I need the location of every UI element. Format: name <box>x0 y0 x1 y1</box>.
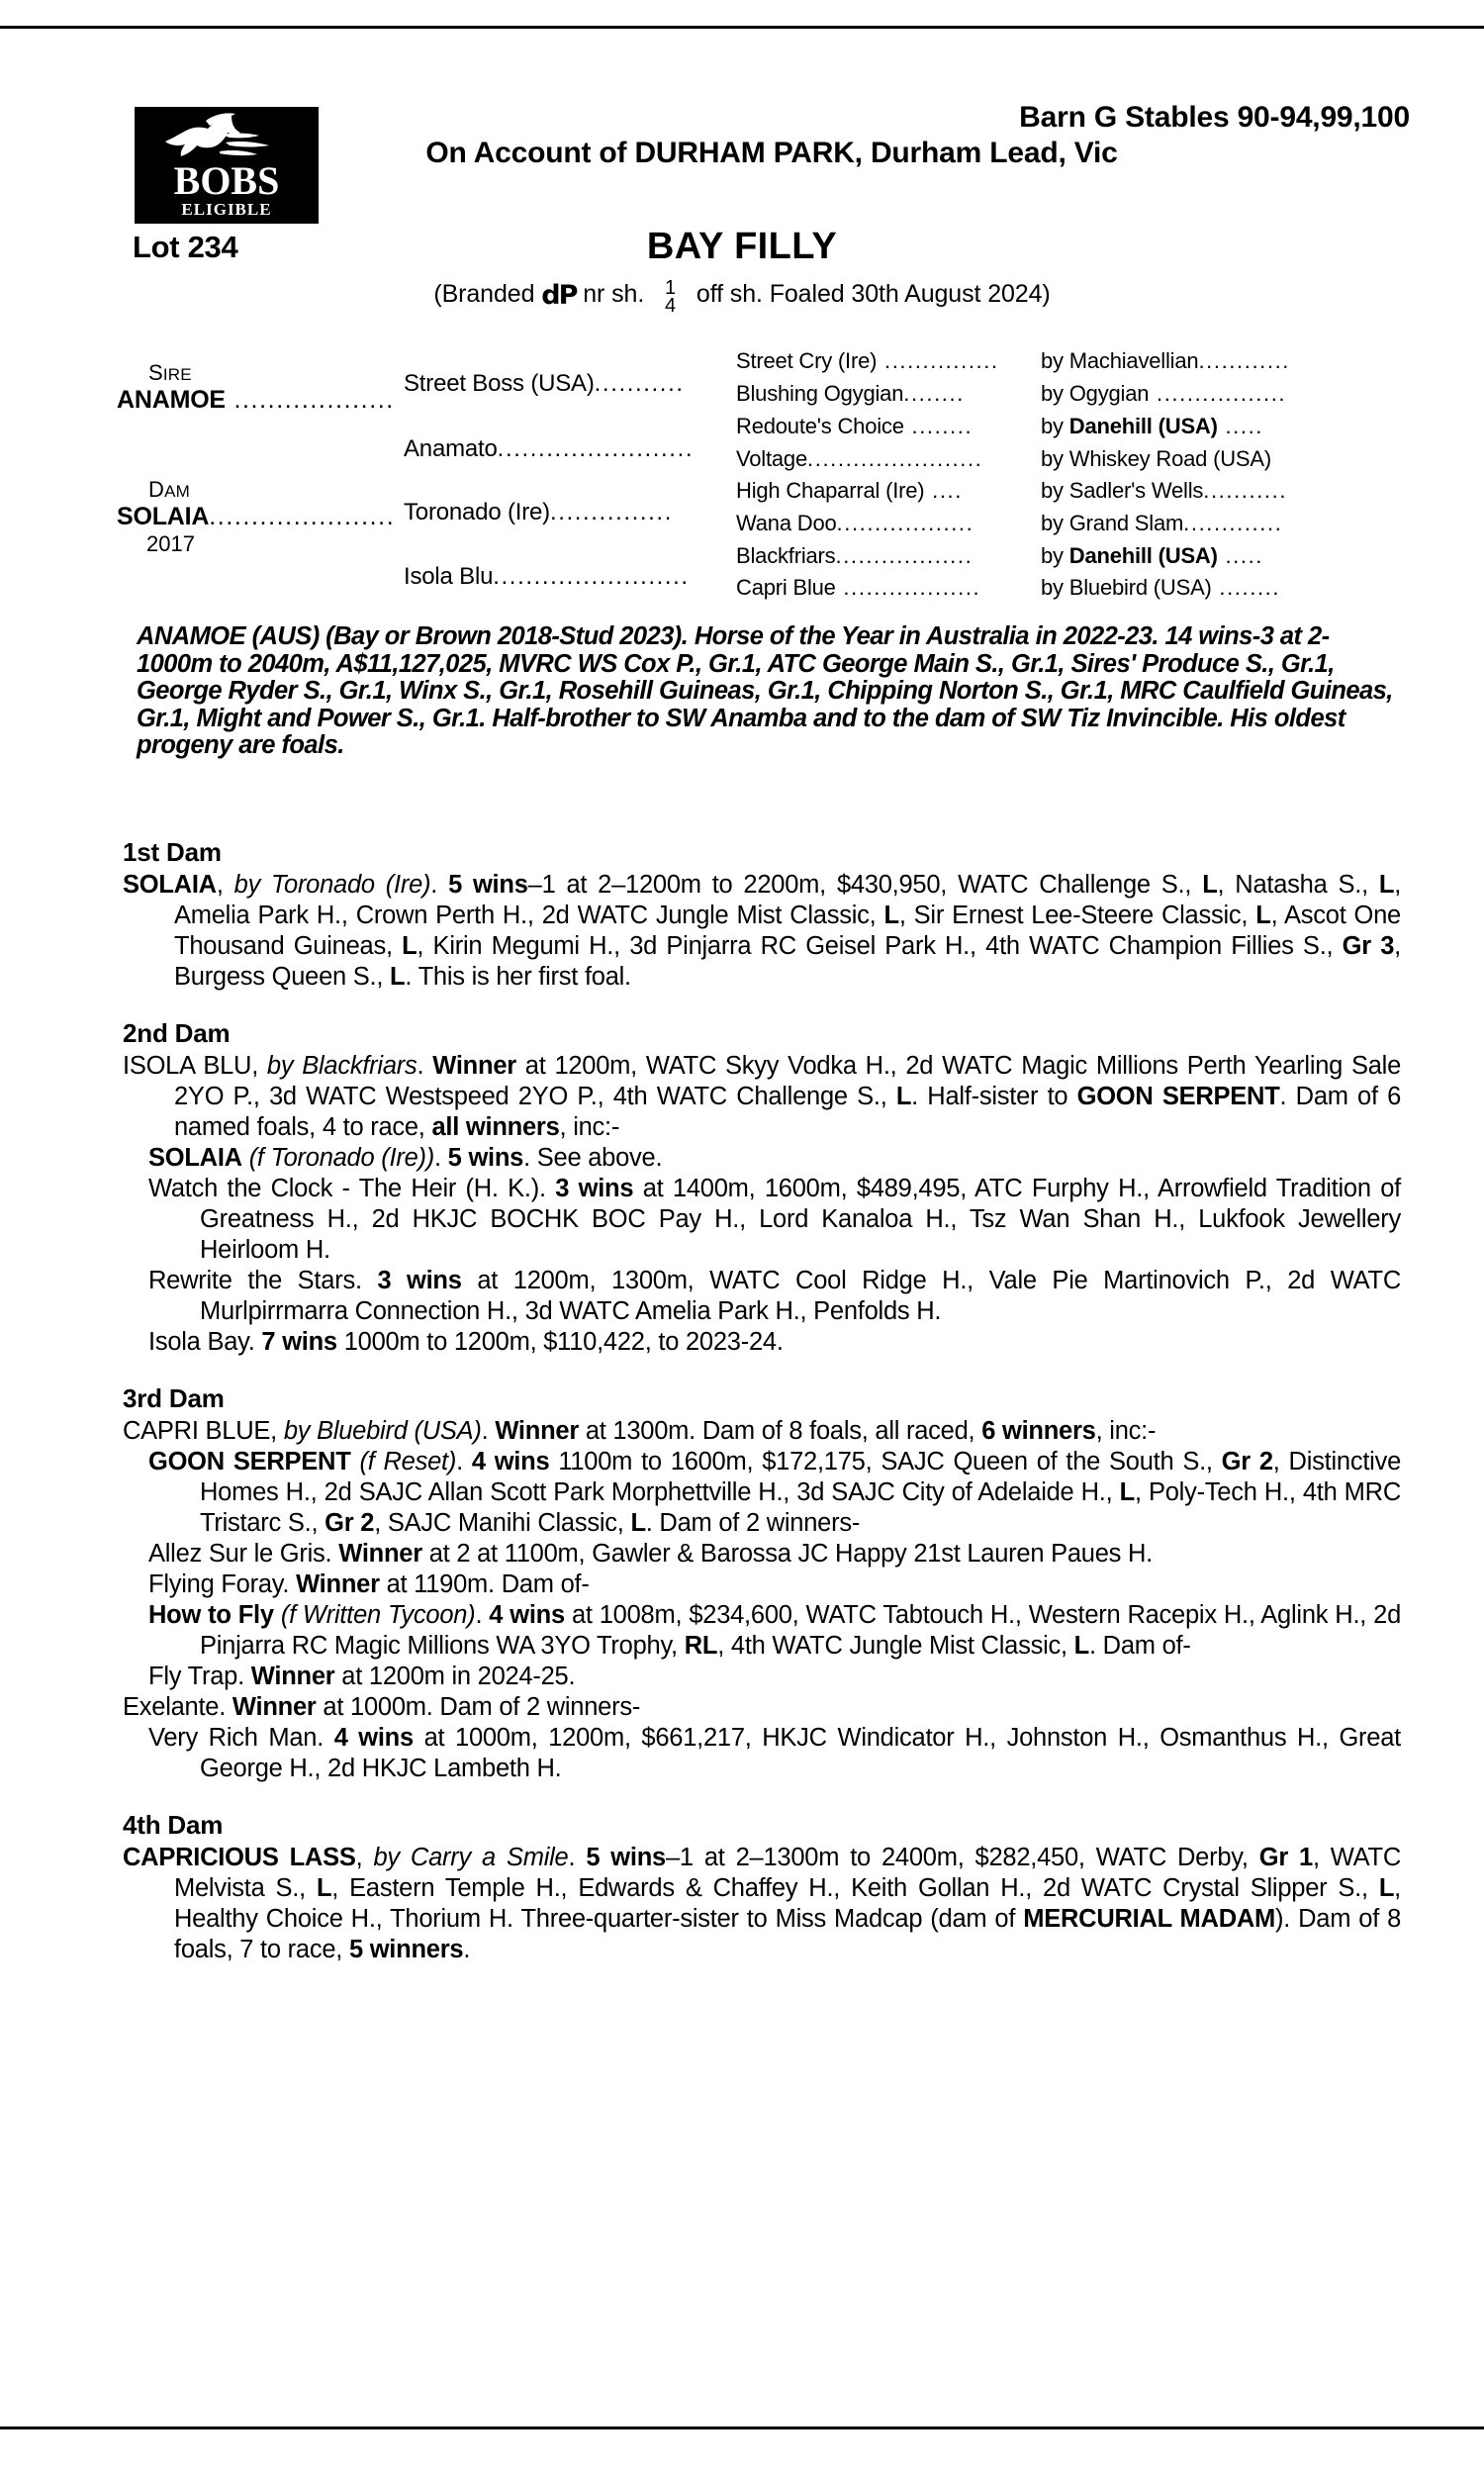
entry-run: MERCURIAL MADAM <box>1023 1905 1276 1933</box>
pedigree-entry <box>123 1174 1401 1266</box>
pedigree-g4-item <box>1041 348 1290 374</box>
entry-run: –1 at 2–1200m to 2200m, $430,950, WATC Challenge S., <box>527 871 1203 899</box>
pedigree-g4-item <box>1041 511 1282 536</box>
entry-run: 3 wins <box>377 1267 462 1294</box>
pedigree-entry <box>123 1051 1401 1143</box>
entry-run: (f Reset) <box>359 1448 457 1475</box>
pedigree-g2-name: Isola Blu <box>404 563 494 590</box>
pedigree-g4-dots: ..... <box>1217 543 1264 568</box>
pedigree-entry <box>123 1570 1401 1600</box>
entry-run: , Poly-Tech H., 4th MRC Tristarc S., <box>200 1478 1401 1537</box>
entry-run: L <box>895 1083 912 1110</box>
pedigree-generation-2 <box>404 348 720 604</box>
entry-run: . Dam of- <box>1088 1632 1191 1660</box>
pedigree-g3-dots: ....................... <box>807 446 983 471</box>
brand-fraction-denominator: 4 <box>665 295 677 317</box>
pedigree-g3-item <box>736 575 980 601</box>
entry-run: Isola Bay. <box>148 1328 262 1356</box>
pedigree-generation-3 <box>736 348 1033 604</box>
page-header <box>0 79 1484 317</box>
entry-run: SOLAIA <box>123 871 217 899</box>
pedigree-g3-item <box>736 446 982 472</box>
brand-symbol-glyph: dP <box>541 280 577 311</box>
pedigree-g3-name: Wana Doo <box>736 511 837 535</box>
pedigree-entry <box>123 1143 1401 1174</box>
sire-name <box>117 386 404 415</box>
entry-run: L <box>1378 871 1395 899</box>
entry-run: . <box>463 1936 471 1963</box>
entry-run: 1100m to 1600m, $172,175, SAJC Queen of the South S., <box>549 1448 1222 1475</box>
entry-run: Rewrite the Stars. <box>148 1267 378 1294</box>
dam-role-label: DAM <box>148 477 190 502</box>
pedigree-entry <box>123 1723 1401 1784</box>
entry-run: RL <box>684 1632 718 1660</box>
sire-role-smallcaps: IRE <box>162 365 192 384</box>
entry-run: by Carry a Smile <box>373 1844 569 1871</box>
dam-section-heading: 3rd Dam <box>123 1383 225 1413</box>
pedigree-entry <box>123 1266 1401 1327</box>
entry-run: L <box>1202 871 1218 899</box>
pedigree-g3-name: Blackfriars <box>736 543 836 568</box>
entry-run: Gr 2 <box>1221 1448 1273 1475</box>
pedigree-g2-item <box>404 499 673 526</box>
pedigree-g3-item <box>736 348 999 374</box>
entry-run: Winner <box>432 1052 516 1080</box>
dam-year: 2017 <box>146 531 195 556</box>
entry-run: Fly Trap. <box>148 1663 251 1690</box>
entry-run: Gr 1 <box>1258 1844 1313 1871</box>
page-title: BAY FILLY <box>646 226 838 267</box>
entry-run: 3 wins <box>555 1175 634 1202</box>
entry-run: L <box>390 963 406 991</box>
entry-run: How to Fly <box>148 1601 274 1629</box>
pedigree-g2-item <box>404 435 694 463</box>
entry-run: . <box>568 1844 587 1871</box>
dam-name-leader-dots: ...................... <box>209 503 396 530</box>
bobs-logo-subtitle: ELIGIBLE <box>181 200 272 219</box>
pedigree-dam-block <box>117 477 404 557</box>
entry-run: L <box>402 932 417 960</box>
pedigree-g4-dots: ..... <box>1217 414 1264 438</box>
entry-run: Gr 3 <box>1342 932 1395 960</box>
entry-run: by Blackfriars <box>266 1052 417 1080</box>
pedigree-generation-1 <box>117 348 404 604</box>
entry-run: , Natasha S., <box>1217 871 1379 899</box>
pedigree-g4-name: Danehill (USA) <box>1068 543 1218 568</box>
entry-run: . <box>456 1448 472 1475</box>
pedigree-g4-dots: ............. <box>1183 511 1283 535</box>
pedigree-g4-item <box>1041 414 1263 439</box>
pedigree-g4-item <box>1041 381 1286 407</box>
entry-run: 7 wins <box>261 1328 337 1356</box>
entry-run: 4 wins <box>333 1724 414 1752</box>
entry-run: . Half-sister to <box>911 1083 1077 1110</box>
dam-role-smallcaps: AM <box>164 482 190 501</box>
entry-run: , Kirin Megumi H., 3d Pinjarra RC Geisel Park H., 4th WATC Champion Fillies S., <box>417 932 1343 960</box>
entry-run: Allez Sur le Gris. <box>148 1540 339 1568</box>
entry-run: at 2 at 1100m, Gawler & Barossa JC Happy 21st Lauren Paues H. <box>421 1540 1153 1568</box>
brand-prefix: (Branded <box>433 280 535 308</box>
entry-run: , Ascot One Thousand Guineas, <box>174 902 1401 960</box>
entry-run: , Eastern Temple H., Edwards & Chaffey H., Keith Gollan H., 2d WATC Crystal Slipper S., <box>331 1874 1379 1902</box>
entry-run: . <box>481 1417 496 1445</box>
entry-run: L <box>883 902 899 929</box>
brand-fraction <box>665 279 676 315</box>
entry-run: . <box>417 1052 433 1080</box>
pedigree-g4-prefix: by <box>1041 446 1069 471</box>
pedigree-g4-name: Bluebird (USA) <box>1068 575 1212 600</box>
dam-section-heading: 1st Dam <box>123 837 222 867</box>
entry-run: Winner <box>250 1663 335 1690</box>
entry-run: , <box>355 1844 374 1871</box>
entry-run: 5 winners <box>348 1936 464 1963</box>
entry-run: at 1190m. Dam of- <box>379 1570 590 1598</box>
pedigree-g3-name: Capri Blue <box>736 575 836 600</box>
bobs-logo-word: BOBS <box>173 158 280 203</box>
entry-run: L <box>1378 1874 1395 1902</box>
pedigree-entry <box>123 1327 1401 1358</box>
entry-run: . See above. <box>523 1144 663 1172</box>
pedigree-entry <box>123 1662 1401 1692</box>
entry-run: L <box>316 1874 332 1902</box>
pedigree-g3-dots: ........ <box>903 381 965 406</box>
brand-near-shoulder: nr sh. <box>583 280 645 308</box>
sire-name-leader-dots: ................... <box>225 386 395 414</box>
brand-fraction-numerator: 1 <box>665 277 677 299</box>
pedigree-g2-dots: ........... <box>594 370 685 397</box>
pedigree-g3-name: Voltage <box>736 446 808 471</box>
pedigree-g3-name: Street Cry (Ire) <box>736 348 878 373</box>
pedigree-g3-name: Redoute's Choice <box>736 414 904 438</box>
entry-run: Winner <box>338 1540 422 1568</box>
pedigree-g4-name: Grand Slam <box>1068 511 1184 535</box>
entry-run: at 1200m, 1300m, WATC Cool Ridge H., Vale Pie Martinovich P., 2d WATC Murlpirrmarra Connection H., 3d WATC Amelia Park H., Penfolds H. <box>200 1267 1401 1325</box>
entry-run: L <box>1073 1632 1089 1660</box>
page-bottom-rule <box>0 2426 1484 2429</box>
entry-run: CAPRICIOUS LASS <box>123 1844 356 1871</box>
entry-run: at 1008m, $234,600, WATC Tabtouch H., Western Racepix H., Aglink H., 2d Pinjarra RC Magic Millions WA 3YO Trophy, <box>200 1601 1401 1660</box>
entry-run: , WATC Melvista S., <box>174 1844 1402 1902</box>
pedigree-g3-item <box>736 478 963 504</box>
entry-run: at 1000m, 1200m, $661,217, HKJC Windicator H., Johnston H., Osmanthus H., Great George H., 2d HKJC Lambeth H. <box>200 1724 1402 1782</box>
entry-run <box>274 1601 281 1629</box>
pedigree-table <box>0 348 1484 604</box>
pedigree-g3-dots: .... <box>924 478 963 503</box>
entry-run: Flying Foray. <box>148 1570 297 1598</box>
pedigree-g4-item <box>1041 478 1287 504</box>
entry-run: all winners <box>431 1113 560 1141</box>
entry-run: L <box>1119 1478 1135 1506</box>
entry-run: GOON SERPENT <box>1076 1083 1280 1110</box>
entry-run: 6 winners <box>981 1417 1096 1445</box>
entry-run: ). Dam of 8 foals, 7 to race, <box>174 1905 1401 1963</box>
pedigree-g4-name: Ogygian <box>1068 381 1150 406</box>
pedigree-entry <box>123 1447 1401 1539</box>
entry-run: at 1200m, WATC Skyy Vodka H., 2d WATC Magic Millions Perth Yearling Sale 2YO P., 3d WATC Westspeed 2YO P., 4th WATC Challenge S., <box>174 1052 1402 1110</box>
entry-run: , Healthy Choice H., Thorium H. Three-quarter-sister to Miss Madcap (dam of <box>174 1874 1401 1933</box>
pedigree-g3-item <box>736 543 973 569</box>
pedigree-g2-dots: ........................ <box>497 435 695 462</box>
entry-run: Very Rich Man. <box>148 1724 334 1752</box>
dam-section-heading: 4th Dam <box>123 1810 224 1840</box>
entry-run: . <box>475 1601 490 1629</box>
entry-run: 4 wins <box>471 1448 550 1475</box>
pedigree-g4-name: Sadler's Wells <box>1068 478 1204 503</box>
entry-run: (f Written Tycoon) <box>280 1601 476 1629</box>
page-top-rule <box>0 26 1484 29</box>
pedigree-g4-dots: ................. <box>1149 381 1287 406</box>
pedigree-g4-prefix: by <box>1041 478 1069 503</box>
pedigree-g4-item <box>1041 575 1280 601</box>
pedigree-g2-dots: ............... <box>549 499 673 525</box>
pedigree-g3-dots: .................. <box>835 543 974 568</box>
pedigree-g2-dots: ........................ <box>493 563 690 590</box>
pedigree-entry <box>123 1600 1401 1662</box>
entry-run: 5 wins <box>447 1144 524 1172</box>
entry-run: . This is her first foal. <box>405 963 631 991</box>
pedigree-g4-name: Whiskey Road (USA) <box>1068 446 1271 471</box>
pedigree-g4-prefix: by <box>1041 511 1069 535</box>
entry-run: , <box>216 871 234 899</box>
entry-run: , inc:- <box>1095 1417 1157 1445</box>
pedigree-g2-name: Toronado (Ire) <box>404 499 550 525</box>
entry-run: at 1000m. Dam of 2 winners- <box>316 1693 641 1721</box>
pedigree-g4-prefix: by <box>1041 348 1069 373</box>
entry-run: , Burgess Queen S., <box>174 932 1402 991</box>
pedigree-entry <box>123 1843 1401 1965</box>
sire-role-label: SIRE <box>148 360 192 385</box>
pedigree-g2-item <box>404 563 690 591</box>
pedigree-g4-prefix: by <box>1041 414 1069 438</box>
entry-run: Watch the Clock - The Heir (H. K.). <box>148 1175 556 1202</box>
pedigree-g4-dots: ........... <box>1203 478 1288 503</box>
pedigree-g4-name: Machiavellian <box>1068 348 1199 373</box>
pedigree-g4-dots: ........ <box>1211 575 1281 600</box>
pedigree-g3-name: Blushing Ogygian <box>736 381 904 406</box>
pedigree-g4-prefix: by <box>1041 381 1069 406</box>
entry-run: Winner <box>495 1417 579 1445</box>
entry-run: GOON SERPENT <box>148 1448 351 1475</box>
pedigree-entry <box>123 1692 1401 1723</box>
pedigree-g2-name: Street Boss (USA) <box>404 370 595 397</box>
entry-run: at 1200m in 2024-25. <box>334 1663 576 1690</box>
entry-run: 1000m to 1200m, $110,422, to 2023-24. <box>336 1328 784 1356</box>
entry-run: , Amelia Park H., Crown Perth H., 2d WATC Jungle Mist Classic, <box>174 871 1402 929</box>
pedigree-g3-dots: .................. <box>835 575 981 600</box>
entry-run: (f Toronado (Ire)) <box>248 1144 434 1172</box>
entry-run: Exelante. <box>123 1693 232 1721</box>
entry-run: Winner <box>296 1570 380 1598</box>
barn-stables-line: Barn G Stables 90-94,99,100 <box>1019 101 1410 134</box>
pedigree-g3-name: High Chaparral (Ire) <box>736 478 925 503</box>
entry-run: , 4th WATC Jungle Mist Classic, <box>717 1632 1074 1660</box>
pedigree-g3-dots: ............... <box>877 348 999 373</box>
entry-run: . <box>430 871 449 899</box>
pedigree-sire-block <box>117 360 404 415</box>
entry-run: –1 at 2–1300m to 2400m, $282,450, WATC Derby, <box>665 1844 1259 1871</box>
pedigree-narrative <box>123 837 1401 1965</box>
entry-run: L <box>630 1509 646 1537</box>
sire-name-text: ANAMOE <box>117 386 226 414</box>
entry-run: CAPRI BLUE, <box>123 1417 284 1445</box>
entry-run: 5 wins <box>586 1844 666 1871</box>
entry-run: SOLAIA <box>148 1144 242 1172</box>
entry-run: L <box>1255 902 1271 929</box>
sire-summary-note: ANAMOE (AUS) (Bay or Brown 2018-Stud 2023). Horse of the Year in Australia in 2022-23. 14 wins-3 at 2-1000m to 2040m, A$11,127,025, MVRC WS Cox P., Gr.1, ATC George Main S., Gr.1, Sires' Produce S., Gr.1, George Ryder S., Gr.1, Winx S., Gr.1, Rosehill Guineas, Gr.1, Chipping Norton S., Gr.1, MRC Caulfield Guineas, Gr.1, Might and Power S., Gr.1. Half-brother to SW Anamba and to the dam of SW Tiz Invincible. His oldest progeny are foals. <box>137 622 1393 759</box>
dam-name <box>117 503 404 531</box>
pedigree-entry <box>123 870 1401 993</box>
entry-run: . Dam of 2 winners- <box>645 1509 861 1537</box>
brand-suffix: off sh. Foaled 30th August 2024) <box>696 280 1051 308</box>
entry-run: , Sir Ernest Lee-Steere Classic, <box>898 902 1256 929</box>
pedigree-g4-dots: ............ <box>1198 348 1291 373</box>
dam-name-text: SOLAIA <box>117 503 210 530</box>
entry-run: Gr 2 <box>325 1509 375 1537</box>
entry-run: , SAJC Manihi Classic, <box>374 1509 631 1537</box>
entry-run: , inc:- <box>559 1113 620 1141</box>
lot-number: Lot 234 <box>133 230 238 264</box>
brand-foaling-line <box>0 279 1484 315</box>
pedigree-entry <box>123 1539 1401 1570</box>
entry-run: ISOLA BLU, <box>123 1052 267 1080</box>
entry-run: 4 wins <box>489 1601 565 1629</box>
entry-run: at 1400m, 1600m, $489,495, ATC Furphy H., Arrowfield Tradition of Greatness H., 2d HKJC BOCHK BOC Pay H., Lord Kanaloa H., Tsz Wan Shan H., Lukfook Jewellery Heirloom H. <box>200 1175 1401 1264</box>
entry-run: 5 wins <box>448 871 528 899</box>
entry-run: . <box>434 1144 448 1172</box>
pedigree-entry <box>123 1416 1401 1447</box>
pedigree-generation-4 <box>1041 348 1437 604</box>
pedigree-g4-prefix: by <box>1041 543 1069 568</box>
entry-run: by Toronado (Ire) <box>233 871 431 899</box>
pedigree-g3-dots: ........ <box>903 414 974 438</box>
entry-run: at 1300m. Dam of 8 foals, all raced, <box>579 1417 982 1445</box>
entry-run: Winner <box>232 1693 317 1721</box>
pedigree-g3-dots: .................. <box>836 511 974 535</box>
pedigree-g4-prefix: by <box>1041 575 1069 600</box>
entry-run: , Distinctive Homes H., 2d SAJC Allan Scott Park Morphettville H., 3d SAJC City of Adelaide H., <box>200 1448 1401 1506</box>
pedigree-g3-item <box>736 414 973 439</box>
pedigree-g4-item <box>1041 446 1271 472</box>
pedigree-g3-item <box>736 381 965 407</box>
pedigree-g3-item <box>736 511 974 536</box>
entry-run: by Bluebird (USA) <box>283 1417 482 1445</box>
pedigree-g2-name: Anamato <box>404 435 498 462</box>
pedigree-g4-name: Danehill (USA) <box>1068 414 1218 438</box>
entry-run: . Dam of 6 named foals, 4 to race, <box>174 1083 1401 1141</box>
dam-section-heading: 2nd Dam <box>123 1018 231 1048</box>
entry-run <box>242 1144 249 1172</box>
pedigree-g2-item <box>404 370 685 398</box>
on-account-of-line: On Account of DURHAM PARK, Durham Lead, Vic <box>425 137 1118 169</box>
pedigree-g4-item <box>1041 543 1263 569</box>
